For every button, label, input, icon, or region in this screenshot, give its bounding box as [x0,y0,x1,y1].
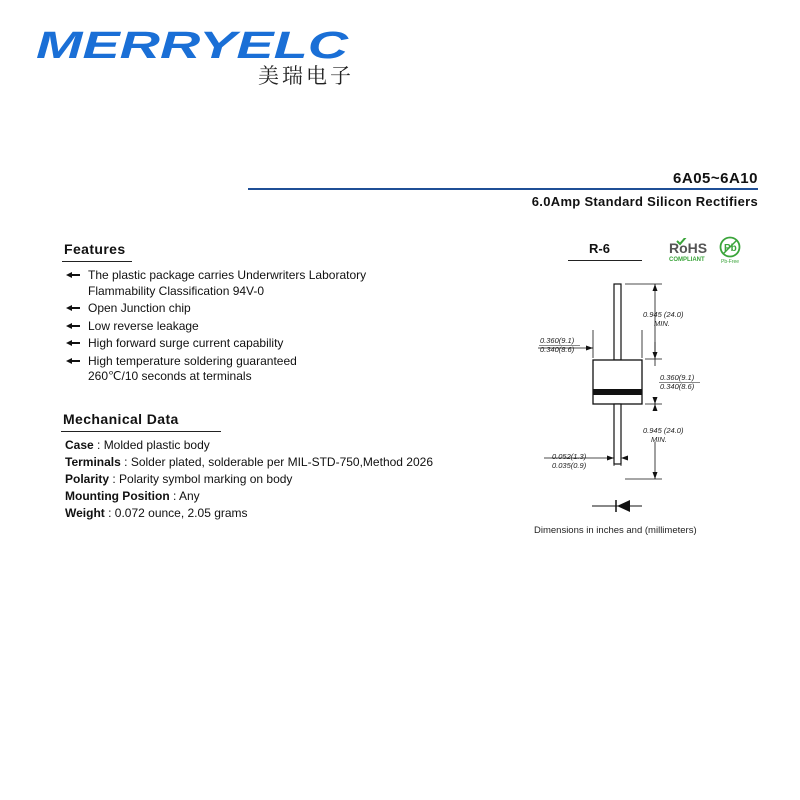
features-list [66,268,366,387]
feature-text-continued: 260℃/10 seconds at terminals [88,369,252,383]
mechanical-row [65,488,433,505]
mechanical-data-list [65,437,433,522]
dim-top-lead: 0.945 (24.0) [643,310,684,319]
mechanical-key: Weight [65,506,105,520]
feature-text: High temperature soldering guaranteed [88,353,297,368]
pb-sub-label: Pb-Free [721,259,740,264]
rohs-compliant-icon [668,238,708,264]
arrow-bullet-icon [66,322,80,330]
mechanical-key: Polarity [65,472,110,486]
dim-body-dia-max: 0.360(9.1) [540,336,575,345]
feature-item [66,319,366,335]
mechanical-value: : Polarity symbol marking on body [109,472,293,486]
dim-top-lead-min: MIN. [654,319,670,328]
mechanical-key: Mounting Position [65,489,170,503]
mechanical-row [65,471,433,488]
feature-text: The plastic package carries Underwriters Laboratory [88,268,367,282]
dim-lead-dia-min: 0.035(0.9) [552,461,587,470]
mechanical-value: : Any [169,489,200,503]
diode-body [593,360,642,404]
mechanical-row [65,454,433,471]
feature-item [66,336,366,352]
feature-text-continued: Flammability Classification 94V-0 [88,283,265,298]
feature-item [66,301,366,317]
rohs-label: RoHS [669,240,708,256]
cathode-band [593,389,642,395]
dim-body-len-max: 0.360(9.1) [660,373,695,382]
top-lead [614,284,621,360]
dim-bottom-lead: 0.945 (24.0) [643,426,684,435]
brand-chinese-name: 美瑞电子 [258,64,354,88]
arrow-bullet-icon [66,304,80,312]
features-heading-underline [62,261,132,262]
header-rule [248,188,758,190]
arrow-bullet-icon [66,339,80,347]
diode-symbol-icon [592,500,642,512]
brand-logo [36,26,356,62]
mechanical-value: : Solder plated, solderable per MIL-STD-750,Method 2026 [120,455,433,469]
features-heading: Features [64,241,126,257]
feature-text: Low reverse leakage [88,318,199,333]
mechanical-row [65,437,433,454]
brand-logo-text: MERRYELC [36,26,349,62]
mechanical-data-heading: Mechanical Data [63,411,179,427]
mechanical-data-underline [61,431,221,432]
part-description: 6.0Amp Standard Silicon Rectifiers [531,194,758,209]
mechanical-key: Terminals [65,455,121,469]
mechanical-value: : 0.072 ounce, 2.05 grams [104,506,248,520]
dimensions-note: Dimensions in inches and (millimeters) [534,525,697,536]
feature-item [66,268,366,299]
part-number-range: 6A05~6A10 [673,170,758,187]
dim-lead-dia-max: 0.052(1.3) [552,452,587,461]
pb-free-icon [717,236,747,264]
arrow-bullet-icon [66,271,80,279]
r6-package-drawing [530,270,720,520]
rohs-sub-label: COMPLIANT [669,257,705,263]
bottom-lead [614,404,621,464]
feature-text: High forward surge current capability [88,336,284,350]
mechanical-row [65,505,433,522]
package-name: R-6 [589,241,610,256]
mechanical-key: Case [65,438,94,452]
pb-label: Pb [724,243,737,254]
arrow-bullet-icon [66,357,80,365]
package-name-underline [568,260,642,261]
dim-body-len-min: 0.340(8.6) [660,382,695,391]
dim-body-dia-min: 0.340(8.6) [540,345,575,354]
feature-item [66,354,366,385]
feature-text: Open Junction chip [88,301,191,315]
dim-bottom-lead-min: MIN. [651,435,667,444]
mechanical-value: : Molded plastic body [93,438,210,452]
